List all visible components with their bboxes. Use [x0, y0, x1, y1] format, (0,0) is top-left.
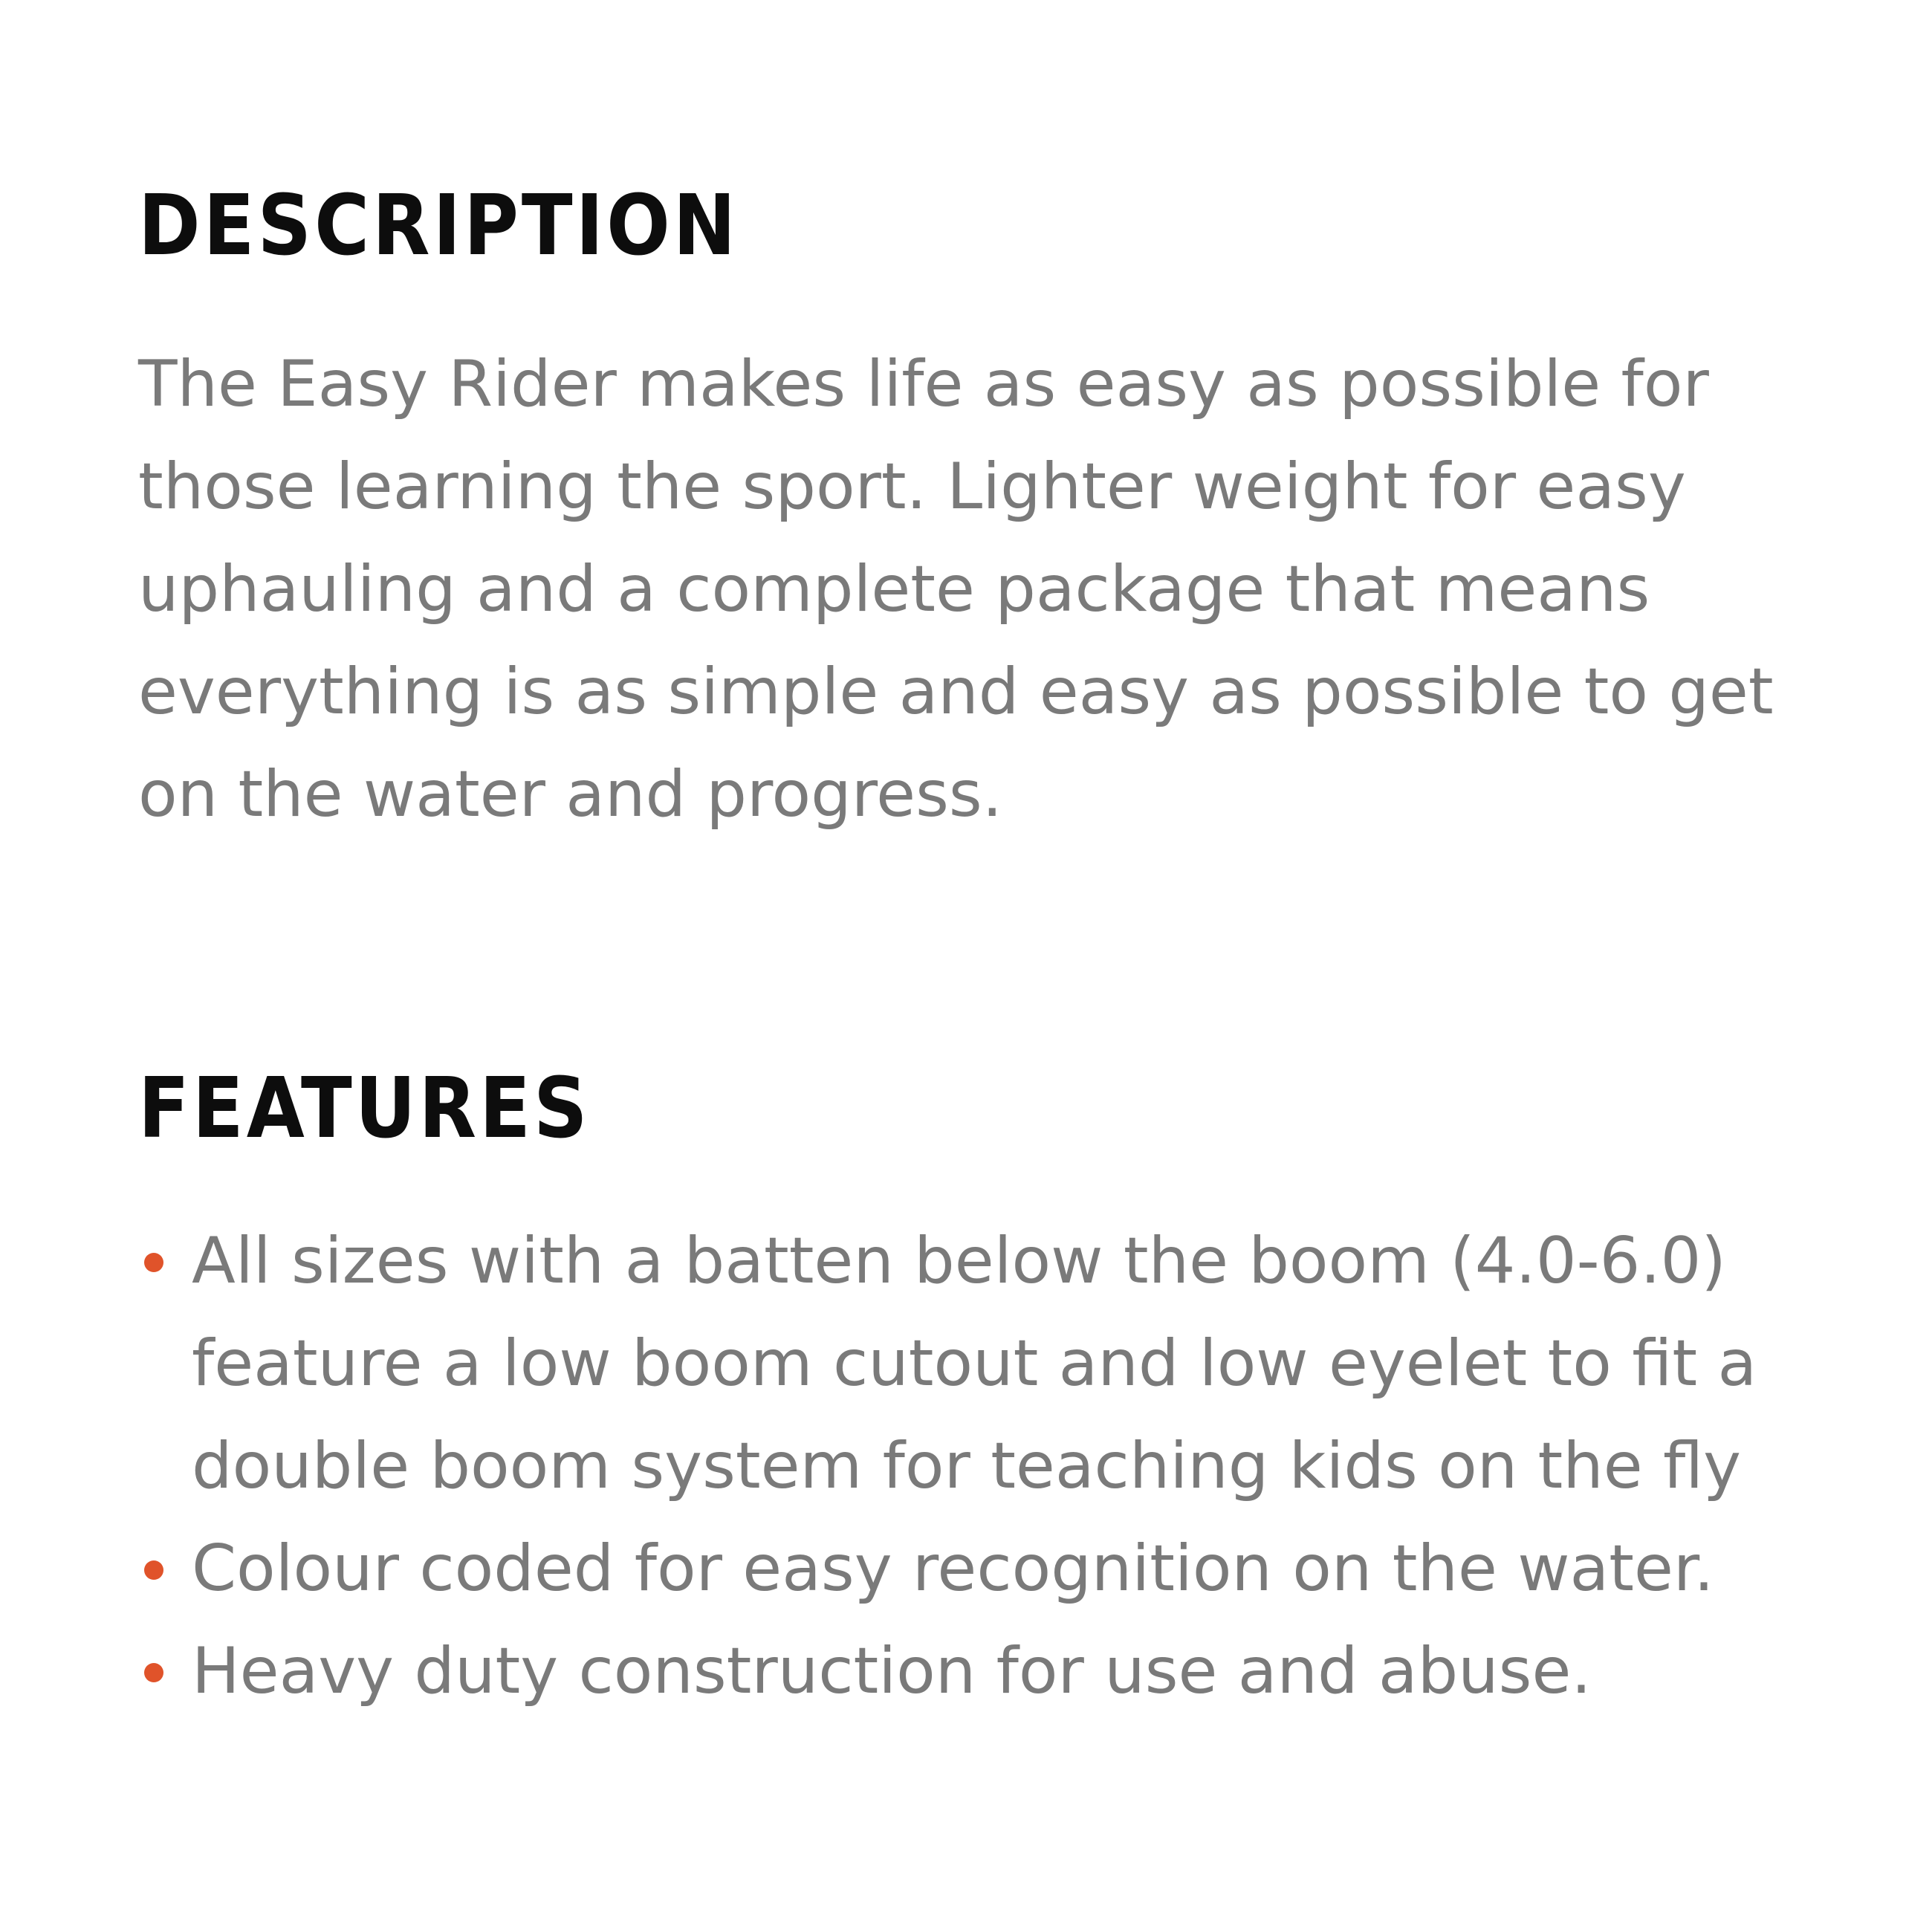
features-list [138, 1210, 1818, 1722]
bullet-dot-icon [144, 1560, 163, 1580]
description-heading: DESCRIPTION [138, 178, 739, 274]
description-text: The Easy Rider makes life as easy as possible for those learning the sport. Lighter weight for easy uphauling and a complete package that means everything is as simple and easy as possible to get on the water and progress. [138, 347, 1774, 832]
bullet-dot-icon [144, 1663, 163, 1682]
feature-item-batten [138, 1210, 1818, 1517]
feature-text: Colour coded for easy recognition on the water. [192, 1531, 1714, 1606]
feature-item-heavy-duty [138, 1620, 1818, 1722]
feature-text: All sizes with a batten below the boom (4.0-6.0) feature a low boom cutout and low eyelet to fit a double boom system for teaching kids on the fly [192, 1224, 1757, 1503]
feature-item-colour-coded [138, 1517, 1818, 1620]
features-heading: FEATURES [138, 1060, 591, 1157]
bullet-dot-icon [144, 1253, 163, 1272]
feature-text: Heavy duty construction for use and abuse. [192, 1634, 1592, 1708]
